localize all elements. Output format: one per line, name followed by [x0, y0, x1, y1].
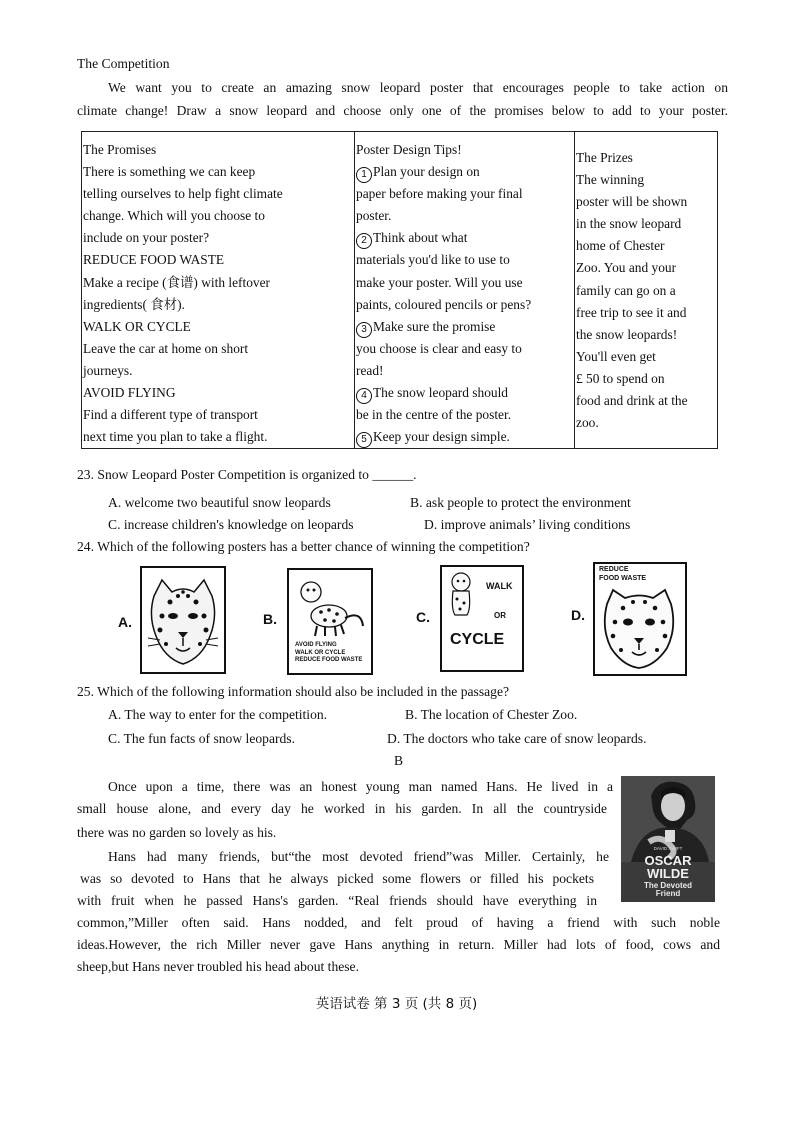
poster-d-image[interactable] — [593, 562, 687, 676]
promises-line: telling ourselves to help fight climate — [83, 186, 283, 202]
poster-d-leopard-face-drawing — [599, 584, 679, 670]
promises-line: journeys. — [83, 362, 133, 378]
poster-c-line-2: OR — [494, 611, 506, 620]
book-cover-image — [621, 776, 715, 902]
prizes-line: in the snow leopard — [576, 216, 682, 232]
tip-text: be in the centre of the poster. — [356, 407, 512, 423]
passage-line: Hans had many friends, but“the most devoted friend”was Miller. Certainly, he — [108, 849, 609, 864]
promises-line: Find a different type of transport — [83, 407, 258, 423]
tips-line — [355, 205, 574, 227]
prizes-line: £ 50 to spend on — [576, 370, 665, 386]
tip-text: Keep your design simple. — [373, 429, 510, 445]
prizes-line: home of Chester — [576, 238, 665, 254]
poster-b-line-3: REDUCE FOOD WASTE — [295, 657, 363, 663]
tip-text: The snow leopard should — [373, 385, 508, 401]
tips-line — [355, 360, 574, 382]
promises-title: The Promises — [83, 142, 157, 157]
poster-c-cub-drawing — [446, 571, 476, 617]
poster-b-leopard-drawing — [289, 570, 371, 640]
poster-a-leopard-head-image[interactable] — [140, 566, 226, 674]
intro-line-2: climate change! Draw a snow leopard and choose only one of the promises below to add to your poster. — [77, 103, 728, 118]
q24-stem: 24. Which of the following posters has a better chance of winning the competition? — [77, 539, 530, 554]
prizes-title: The Prizes — [576, 150, 633, 165]
prizes-line: Zoo. You and your — [576, 260, 677, 276]
tip-text: poster. — [356, 208, 392, 224]
poster-d-line-1: REDUCE — [599, 566, 629, 573]
poster-c-image[interactable] — [440, 565, 524, 672]
q23-option-d[interactable]: D. improve animals’ living conditions — [424, 517, 631, 532]
tips-line — [355, 183, 574, 205]
tip-text: Plan your design on — [373, 164, 480, 180]
poster-b-image[interactable] — [287, 568, 373, 675]
tip-number-badge: 2 — [356, 233, 372, 249]
q25-option-a[interactable]: A. The way to enter for the competition. — [108, 707, 328, 722]
q24-letter-a[interactable]: A. — [118, 614, 132, 630]
page-footer: 英语试卷 第 3 页 (共 8 页) — [315, 996, 478, 1012]
prizes-line: zoo. — [576, 415, 599, 431]
passage-line: Once upon a time, there was an honest young man named Hans. He lived in a — [108, 779, 613, 794]
tips-line — [355, 272, 574, 294]
section-b-heading: B — [394, 753, 404, 768]
promises-line: include on your poster? — [83, 230, 210, 246]
tips-line — [355, 227, 574, 249]
promise-heading: REDUCE FOOD WASTE — [83, 252, 225, 268]
tip-number-badge: 5 — [356, 432, 372, 448]
promises-line: ingredients( 食材). — [83, 296, 185, 312]
tips-line — [355, 404, 574, 426]
poster-c-line-3: CYCLE — [450, 631, 505, 648]
tips-line — [355, 249, 574, 271]
tip-number-badge: 3 — [356, 322, 372, 338]
prizes-column — [575, 132, 718, 449]
q25-option-c[interactable]: C. The fun facts of snow leopards. — [108, 731, 296, 746]
tip-number-badge: 1 — [356, 167, 372, 183]
prizes-line: the snow leopards! — [576, 326, 678, 342]
q23-stem: 23. Snow Leopard Poster Competition is organized to ______. — [77, 467, 417, 482]
tip-text: Make sure the promise — [373, 318, 496, 334]
book-cover-author-tag: DAVID SWIFT — [653, 846, 683, 851]
prizes-line: poster will be shown — [576, 194, 688, 210]
promises-line: Make a recipe (食谱) with leftover — [83, 274, 271, 290]
prizes-line: food and drink at the — [576, 393, 688, 409]
tip-text: paints, coloured pencils or pens? — [356, 296, 532, 312]
book-cover-subtitle-2: Friend — [655, 889, 681, 898]
tips-line — [355, 426, 574, 448]
prizes-line: family can go on a — [576, 282, 676, 298]
promises-line: change. Which will you choose to — [83, 208, 265, 224]
q24-letter-b[interactable]: B. — [263, 611, 277, 627]
tips-line — [355, 338, 574, 360]
tip-text: materials you'd like to use to — [356, 252, 510, 268]
passage-line: was so devoted to Hans that he always picked some flowers or filled his pockets — [80, 871, 594, 886]
prizes-line: The winning — [576, 172, 645, 188]
tips-line — [355, 294, 574, 316]
q25-stem: 25. Which of the following information should also be included in the passage? — [77, 684, 510, 699]
tip-text: Poster Design Tips! — [356, 142, 462, 157]
competition-table — [81, 131, 718, 449]
promises-line: Leave the car at home on short — [83, 340, 249, 356]
section-heading: The Competition — [77, 56, 170, 71]
q25-option-b[interactable]: B. The location of Chester Zoo. — [405, 707, 578, 722]
tips-line — [355, 382, 574, 404]
book-cover-title-1: OSCAR — [644, 853, 692, 868]
passage-line: there was no garden so lovely as his. — [77, 825, 277, 840]
promise-heading: AVOID FLYING — [83, 385, 176, 401]
tip-text: you choose is clear and easy to — [356, 340, 522, 356]
tip-text: paper before making your final — [356, 186, 523, 202]
poster-b-line-1: AVOID FLYING — [295, 642, 337, 648]
q23-option-c[interactable]: C. increase children's knowledge on leopards — [108, 517, 354, 532]
book-cover-title-2: WILDE — [647, 866, 689, 881]
tip-number-badge: 4 — [356, 388, 372, 404]
passage-line: ideas.However, the rich Miller never gave Hans anything in return. Miller had lots of food, cows and — [77, 937, 720, 952]
passage-line: with fruit when he passed Hans's garden. “Real friends should have everything in — [77, 893, 597, 908]
prizes-line: free trip to see it and — [576, 304, 687, 320]
tip-text: make your poster. Will you use — [356, 274, 523, 290]
poster-b-line-2: WALK OR CYCLE — [295, 649, 346, 656]
q25-option-d[interactable]: D. The doctors who take care of snow leopards. — [387, 731, 647, 746]
q24-letter-d[interactable]: D. — [571, 607, 585, 623]
promises-line: next time you plan to take a flight. — [83, 429, 268, 445]
poster-c-line-1: WALK — [486, 581, 513, 591]
tips-line — [355, 161, 574, 183]
q24-letter-c[interactable]: C. — [416, 609, 430, 625]
book-cover-subtitle-1: The Devoted — [643, 881, 692, 890]
intro-line-1: We want you to create an amazing snow leopard poster that encourages people to take action on — [108, 80, 728, 95]
passage-line: sheep,but Hans never troubled his head about these. — [77, 959, 359, 974]
q23-option-a[interactable]: A. welcome two beautiful snow leopards — [108, 495, 331, 510]
tip-text: read! — [356, 362, 384, 378]
promises-column — [82, 132, 355, 449]
tips-column — [355, 132, 575, 449]
q23-option-b[interactable]: B. ask people to protect the environment — [410, 495, 631, 510]
tips-line — [355, 316, 574, 338]
tip-text: Think about what — [373, 230, 468, 246]
tips-title — [355, 139, 574, 161]
passage-line: common,”Miller often said. Hans nodded, and felt proud of having a friend with such noble — [77, 915, 720, 930]
passage-line: small house alone, and every day he worked in his garden. In all the countryside — [77, 801, 607, 816]
promises-line: There is something we can keep — [83, 164, 256, 180]
promise-heading: WALK OR CYCLE — [83, 318, 191, 334]
poster-d-line-2: FOOD WASTE — [599, 574, 647, 582]
prizes-line: You'll even get — [576, 348, 656, 364]
